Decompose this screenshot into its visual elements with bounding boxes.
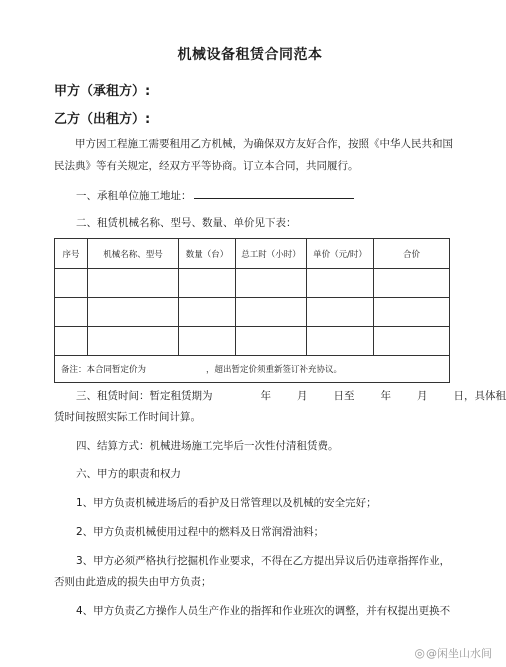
address-blank-line <box>194 186 354 199</box>
clause-3-month-end: 月 <box>417 390 428 402</box>
clause-3-year: 年 <box>260 390 271 402</box>
watermark-logo-icon: ◎ <box>414 646 425 660</box>
party-a-label: 甲方（承租方）: <box>54 84 151 99</box>
col-header-hours: 总工时（小时） <box>236 239 307 269</box>
table-cell <box>307 298 374 327</box>
clause-6: 六、甲方的职责和权力 <box>76 468 181 480</box>
duty-4: 4、甲方负责乙方操作人员生产作业的指挥和作业班次的调整，并有权提出更换不 <box>76 605 451 617</box>
table-header-row <box>55 239 450 269</box>
clause-3-day-end: 日，具体租 <box>453 390 506 402</box>
table-cell <box>179 269 236 298</box>
table-cell <box>307 327 374 356</box>
rental-table <box>54 238 450 383</box>
table-cell <box>88 298 179 327</box>
duty-1: 1、甲方负责机械进场后的看护及日常管理以及机械的安全完好； <box>76 497 377 509</box>
table-row <box>55 327 450 356</box>
col-header-price: 单价（元/时） <box>307 239 374 269</box>
clause-3 <box>54 388 506 403</box>
duty-2: 2、甲方负责机械使用过程中的燃料及日常润滑油料； <box>76 526 325 538</box>
table-cell <box>179 298 236 327</box>
table-cell <box>307 269 374 298</box>
table-cell <box>179 327 236 356</box>
clause-3-day-to: 日至 <box>333 390 355 402</box>
clause-3-prefix: 三、租赁时间：暂定租赁期为 <box>76 390 213 402</box>
table-cell <box>88 327 179 356</box>
clause-2: 二、租赁机械名称、型号、数量、单价见下表： <box>76 217 297 229</box>
clause-3-year-end: 年 <box>380 390 391 402</box>
table-cell <box>236 298 307 327</box>
table-cell <box>55 298 88 327</box>
table-row <box>55 298 450 327</box>
table-row <box>55 269 450 298</box>
clause-1-text: 一、承租单位施工地址： <box>76 190 192 202</box>
table-cell <box>374 269 450 298</box>
document-title: 机械设备租赁合同范本 <box>177 47 323 63</box>
table-cell <box>55 269 88 298</box>
table-cell <box>55 327 88 356</box>
clause-3-month: 月 <box>297 390 308 402</box>
clause-4: 四、结算方式：机械进场施工完毕后一次性付清租赁费。 <box>76 440 339 452</box>
table-cell <box>236 269 307 298</box>
note-label: 备注：本合同暂定价为 <box>61 365 147 375</box>
col-header-name: 机械名称、型号 <box>88 239 179 269</box>
table-note-row <box>55 356 450 383</box>
table-cell <box>374 298 450 327</box>
clause-3-cont: 赁时间按照实际工作时间计算。 <box>54 411 201 423</box>
table-cell <box>88 269 179 298</box>
intro-paragraph: 甲方因工程施工需要租用乙方机械，为确保双方友好合作，按照《中华人民共和国民法典》等有关规定，经双方平等协商。订立本合同，共同履行。 <box>54 138 453 172</box>
col-header-index: 序号 <box>55 239 88 269</box>
table-note <box>55 356 450 383</box>
col-header-total: 合价 <box>374 239 450 269</box>
table-cell <box>236 327 307 356</box>
col-header-qty: 数量（台） <box>179 239 236 269</box>
note-tail: ，超出暂定价须重新签订补充协议。 <box>206 365 343 375</box>
duty-3-line-2: 否则由此造成的损失由甲方负责； <box>54 576 212 588</box>
clause-1 <box>54 186 354 203</box>
duty-3-line-1: 3、甲方必须严格执行挖掘机作业要求，不得在乙方提出异议后仍违章指挥作业， <box>76 555 451 567</box>
table-cell <box>374 327 450 356</box>
party-b-label: 乙方（出租方）: <box>54 112 151 127</box>
watermark-text: @闲坐山水间 <box>426 647 492 660</box>
watermark <box>415 645 492 661</box>
